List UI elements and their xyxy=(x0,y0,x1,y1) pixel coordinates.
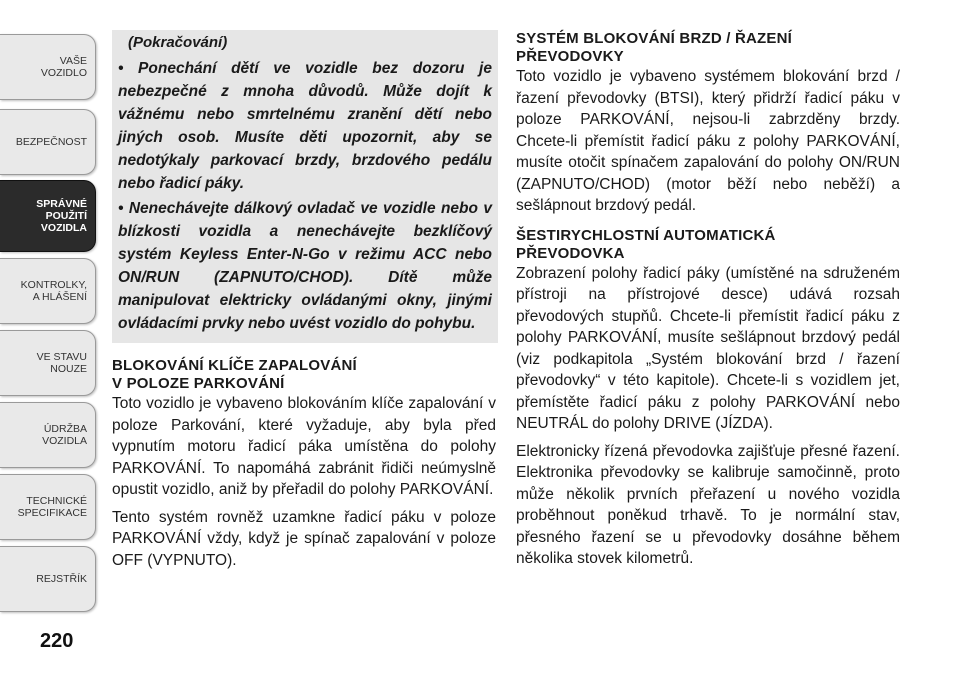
warning-continued: (Pokračování) xyxy=(128,34,228,51)
tab-spravne-pouziti-vozidla[interactable] xyxy=(0,180,96,252)
tab-vase-vozidlo[interactable] xyxy=(0,34,96,100)
tab-label: KONTROLKY, xyxy=(20,279,87,291)
section-heading xyxy=(112,357,496,393)
tab-label: SPECIFIKACE xyxy=(17,507,87,519)
tab-label: SPRÁVNÉ xyxy=(36,198,87,210)
tab-label: TECHNICKÉ xyxy=(26,495,87,507)
tab-ve-stavu-nouze[interactable] xyxy=(0,330,96,396)
tab-label: VOZIDLA xyxy=(40,222,87,234)
tab-bezpecnost[interactable] xyxy=(0,109,96,175)
tab-label: POUŽITÍ xyxy=(45,210,87,222)
heading-line: ŠESTIRYCHLOSTNÍ AUTOMATICKÁ xyxy=(516,226,776,244)
paragraph: Zobrazení polohy řadicí páky (umístěné na sdruženém přístroji na přístrojové desce) udává rozsah převodových stupňů. Chcete-li přemístit řadicí páku z polohy PARKOVÁNÍ, musíte sešlápnout brzdový pedál (viz podkapitola „Systém blokování brzd / řazení převodovky“ v této kapitole). Chcete-li s vozidlem jet, přemístěte řadicí páku z polohy PARKOVÁNÍ nebo NEUTRÁL do polohy DRIVE (JÍZDA). xyxy=(516,264,900,432)
tab-rejstrik[interactable] xyxy=(0,546,96,612)
warning-item: • Ponechání dětí ve vozidle bez dozoru je nebezpečné z mnoha důvodů. Může dojít k vážnému nebo smrtelnému zranění dětí nebo jiných osob. Musíte děti upozornit, aby se nedotýkaly parkovací brzdy, brzdového pedálu nebo řadicí páky. xyxy=(118,60,492,192)
section-heading xyxy=(516,227,900,263)
tab-label: VOZIDLO xyxy=(40,67,87,79)
tab-label: NOUZE xyxy=(50,363,87,375)
right-column xyxy=(516,30,900,570)
heading-line: V POLOZE PARKOVÁNÍ xyxy=(112,375,285,392)
heading-line: PŘEVODOVKA xyxy=(516,244,625,262)
section-heading xyxy=(516,30,900,66)
tab-label: A HLÁŠENÍ xyxy=(32,291,87,303)
tab-label: REJSTŘÍK xyxy=(36,573,87,585)
warning-box xyxy=(112,30,498,343)
heading-line: PŘEVODOVKY xyxy=(516,48,624,65)
warning-item: • Nenechávejte dálkový ovladač ve vozidle nebo v blízkosti vozidla a nenechávejte bezklíčový systém Keyless Enter-N-Go v režimu ACC nebo ON/RUN (ZAPNUTO/CHOD). Dítě může manipulovat elektricky ovládanými okny, jinými ovládacími prvky nebo uvést vozidlo do pohybu. xyxy=(118,200,492,332)
left-column xyxy=(112,30,496,571)
paragraph: Toto vozidlo je vybaveno blokováním klíče zapalování v poloze Parkování, které vyžaduje, aby byla před vypnutím motoru řadicí páka umístěna do polohy PARKOVÁNÍ. To napomáhá zabránit řidiči neúmyslně opustit vozidlo, aniž by přeřadil do polohy PARKOVÁNÍ. xyxy=(112,395,496,498)
heading-line: BLOKOVÁNÍ KLÍČE ZAPALOVÁNÍ xyxy=(112,357,357,374)
tab-kontrolky[interactable] xyxy=(0,258,96,324)
paragraph: Elektronicky řízená převodovka zajišťuje přesné řazení. Elektronika převodovky se kalibruje samočinně, proto může několik prvních přeřazení u nového vozidla proběhnout poněkud trhavě. To je normální stav, přesného řazení se u převodovky dosáhne během několika stovek kilometrů. xyxy=(516,442,900,567)
tab-technicke-specifikace[interactable] xyxy=(0,474,96,540)
tab-label: BEZPEČNOST xyxy=(15,136,87,148)
paragraph: Tento systém rovněž uzamkne řadicí páku v poloze PARKOVÁNÍ vždy, když je spínač zapalování v poloze OFF (VYPNUTO). xyxy=(112,508,496,569)
tab-label: VAŠE xyxy=(59,55,87,67)
tab-label: VE STAVU xyxy=(36,351,87,363)
tab-label: ÚDRŽBA xyxy=(43,423,87,435)
tab-udrzba-vozidla[interactable] xyxy=(0,402,96,468)
heading-line: SYSTÉM BLOKOVÁNÍ BRZD / ŘAZENÍ xyxy=(516,30,793,47)
page-number: 220 xyxy=(40,630,74,652)
paragraph: Toto vozidlo je vybaveno systémem blokování brzd / řazení převodovky (BTSI), který přidrží řadicí páku v poloze PARKOVÁNÍ, nejsou-li zabrzděny brzdy. Chcete-li přemístit řadicí páku z polohy PARKOVÁNÍ, musíte otočit spínačem zapalování do polohy ON/RUN (ZAPNUTO/CHOD) (motor běží nebo neběží) a sešlápnout brzdový pedál. xyxy=(516,68,900,214)
tab-label: VOZIDLA xyxy=(42,435,87,447)
